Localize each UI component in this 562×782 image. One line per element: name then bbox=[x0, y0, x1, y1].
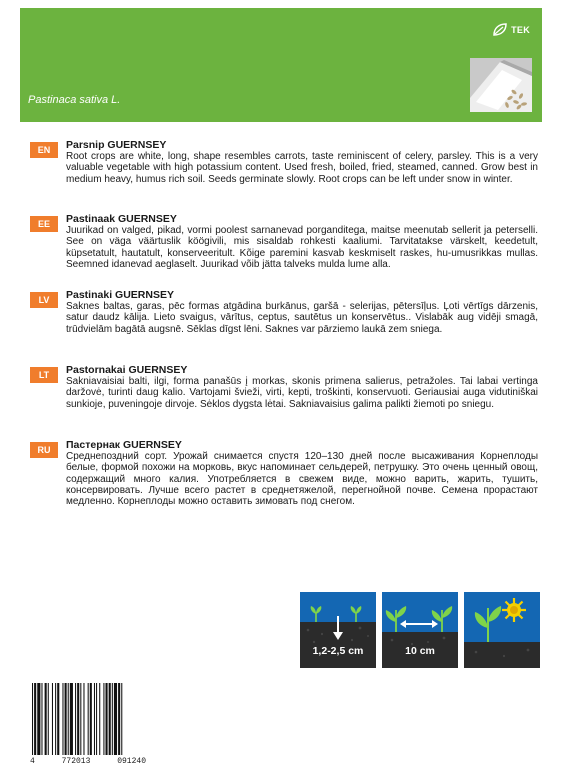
barcode-bar bbox=[70, 683, 73, 755]
barcode-bar bbox=[103, 683, 104, 755]
barcode-bar bbox=[88, 683, 89, 755]
barcode-bar bbox=[77, 683, 79, 755]
barcode-bar bbox=[75, 683, 76, 755]
growth-panel bbox=[464, 592, 540, 668]
barcode-bar bbox=[37, 683, 40, 755]
lang-badge: RU bbox=[30, 442, 58, 458]
barcode-bar bbox=[80, 683, 81, 755]
barcode-bar bbox=[94, 683, 95, 755]
barcode-digit-group: 772013 bbox=[61, 757, 91, 766]
barcode-bar bbox=[118, 683, 120, 755]
barcode-bar bbox=[121, 683, 122, 755]
sun-growth-icon bbox=[464, 592, 540, 668]
lang-title: Pastinaak GUERNSEY bbox=[66, 213, 177, 225]
barcode-bar bbox=[68, 683, 69, 755]
barcode-bar bbox=[48, 683, 49, 755]
barcode-bar bbox=[112, 683, 113, 755]
barcode-bar bbox=[41, 683, 42, 755]
lang-body: Juurikad on valged, pikad, vormi poolest sarnanevad porganditega, maitse meenutab sellerit ja peterselli. See on väga väärtuslik köögivili, mis sisaldab rohkesti kaaliumi. Tarvitatakse värskelt, keedetult, küpsetatult, hautatult, konserveeritult. Kõige paremini kasvab keskmiselt raskes, hu-umusrikkas mullas. Seemned idanevad aeglaselt. Juurikad võib jätta talveks mulda lume alla. bbox=[66, 225, 538, 270]
barcode-digit-group: 4 bbox=[30, 757, 35, 766]
seed-packet-icon bbox=[470, 58, 532, 112]
seed-packet-image bbox=[470, 58, 532, 112]
barcode-bar bbox=[57, 683, 59, 755]
barcode-digit-group: 091240 bbox=[117, 757, 146, 766]
sowing-depth-panel bbox=[300, 592, 376, 668]
header-band bbox=[20, 8, 542, 122]
barcode-bar bbox=[83, 683, 84, 755]
lang-body: Root crops are white, long, shape resembles carrots, taste reminiscent of celery, parsley. This is a very valuable vegetable with high potassium content. Used fresh, boiled, fried, steamed, canned. Grow best in medium heavy, humus rich soil. Seeds germinate slowly. Root crops can be left under snow in winter. bbox=[66, 151, 538, 185]
lang-badge: LV bbox=[30, 292, 58, 308]
barcode-bar bbox=[114, 683, 117, 755]
sowing-depth-label: 1,2-2,5 cm bbox=[312, 645, 364, 657]
lang-badge: EN bbox=[30, 142, 58, 158]
lang-body: Saknes baltas, garas, pēc formas atgādina burkānus, garšā - selerijas, pētersīļus. Ļoti vērtīgs dārzenis, satur daudz kālija. Lieto svaigus, vārītus, ceptus, sautētus un konservētus.. Vislabāk aug vidēji smagā, trūdvielām bagātā augsnē. Sēklas dīgst lēni. Saknes var pārziemo laukā zem sniega. bbox=[66, 301, 538, 335]
barcode-bar bbox=[90, 683, 92, 755]
brand-name: TEK bbox=[511, 25, 530, 35]
lang-body: Sakniavaisiai balti, ilgi, forma panašūs į morkas, skonis primena salierus, petražoles. Tai labai vertinga daržovė, turinti daug kalio. Vartojami švieži, virti, kepti, troškinti, konservuoti. Geriausiai auga vidutiniškai sunkioje, puveningoje dirvoje. Sėklos dygsta lėtai. Sakniavaisius galima palikti žiemoti po sniegu. bbox=[66, 376, 538, 410]
barcode-icon bbox=[30, 683, 146, 755]
lang-title: Pastornakai GUERNSEY bbox=[66, 364, 188, 376]
barcode-number bbox=[30, 757, 146, 766]
spacing-panel bbox=[382, 592, 458, 668]
lang-badge: EE bbox=[30, 216, 58, 232]
leaf-logo-icon bbox=[492, 23, 508, 37]
latin-name: Pastinaca sativa L. bbox=[28, 94, 121, 106]
barcode-bar bbox=[55, 683, 56, 755]
brand bbox=[492, 23, 530, 37]
barcode-bar bbox=[99, 683, 100, 755]
barcode-bar bbox=[45, 683, 47, 755]
lang-title: Pastinaki GUERNSEY bbox=[66, 289, 174, 301]
barcode-bar bbox=[106, 683, 108, 755]
barcode-bar bbox=[34, 683, 36, 755]
lang-body: Среднепоздний сорт. Урожай снимается спустя 120–130 дней после высаживания Корнеплоды белые, формой похожи на морковь, вкус напоминает сельдерей, петрушку. Это очень ценный овощ, содержащий много калия. Употребляется в свежем виде, можно варить, жарить, тушить, консервировать. Лучше всего растет в среднетяжелой, перегнойной почве. Семена прорастают медленно. Корнеплоды можно оставить зимовать под снегом. bbox=[66, 451, 538, 508]
spacing-label: 10 cm bbox=[405, 645, 435, 657]
barcode-bar bbox=[65, 683, 67, 755]
lang-title: Parsnip GUERNSEY bbox=[66, 139, 167, 151]
barcode-bar bbox=[96, 683, 97, 755]
lang-badge: LT bbox=[30, 367, 58, 383]
barcode-bar bbox=[32, 683, 33, 755]
lang-title: Пастернак GUERNSEY bbox=[66, 439, 182, 451]
barcode-bar bbox=[109, 683, 111, 755]
barcode-bar bbox=[52, 683, 53, 755]
barcode-bar bbox=[62, 683, 63, 755]
